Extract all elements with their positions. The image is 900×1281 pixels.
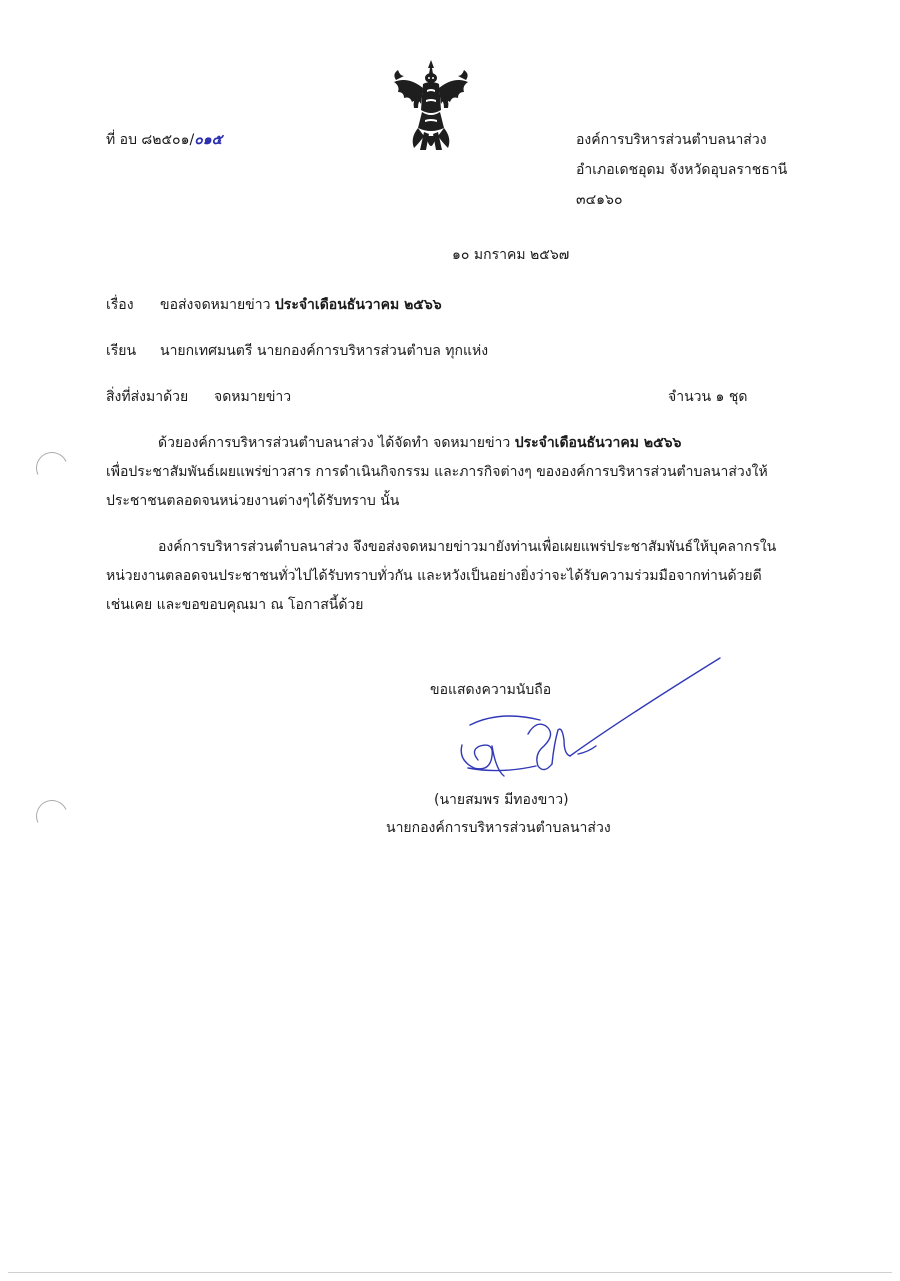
org-district: อำเภอเดชอุดม จังหวัดอุบลราชธานี (576, 162, 788, 178)
subject-bold: ประจำเดือนธันวาคม ๒๕๖๖ (274, 297, 442, 313)
paragraph-1-line-3: ประชาชนตลอดจนหน่วยงานต่างๆได้รับทราบ นั้น (106, 493, 400, 509)
paragraph-1-text: ด้วยองค์การบริหารส่วนตำบลนาส่วง ได้จัดทำ จดหมายข่าว (158, 435, 515, 451)
closing-salutation: ขอแสดงความนับถือ (430, 682, 552, 698)
paragraph-1-line-2: เพื่อประชาสัมพันธ์เผยแพร่ข่าวสาร การดำเนินกิจกรรม และภารกิจต่างๆ ขององค์การบริหารส่วนตำบลนาส่วงให้ (106, 464, 768, 480)
paragraph-1-line-1 (106, 429, 818, 458)
reference-number (106, 130, 222, 150)
recipient-text: นายกเทศมนตรี นายกองค์การบริหารส่วนตำบล ทุกแห่ง (160, 343, 489, 359)
punch-hole-mark (31, 795, 72, 836)
enclosure-quantity: จำนวน ๑ ชุด (668, 389, 748, 405)
paragraph-2-line-1: องค์การบริหารส่วนตำบลนาส่วง จึงขอส่งจดหมายข่าวมายังท่านเพื่อเผยแพร่ประชาสัมพันธ์ให้บุคลากรใน (158, 539, 777, 555)
paragraph-1-bold: ประจำเดือนธันวาคม ๒๕๖๖ (514, 435, 682, 451)
enclosure-label: สิ่งที่ส่งมาด้วย (106, 389, 189, 405)
letter-date: ๑๐ มกราคม ๒๕๖๗ (452, 247, 570, 263)
paragraph-2-line-3: เช่นเคย และขอขอบคุณมา ณ โอกาสนี้ด้วย (106, 597, 364, 613)
enclosure-text: จดหมายข่าว (214, 389, 292, 405)
org-postcode: ๓๔๑๖๐ (576, 192, 623, 208)
body-paragraph-2 (106, 533, 818, 620)
paragraph-2-line-2: หน่วยงานตลอดจนประชาชนทั่วไปได้รับทราบทั่วกัน และหวังเป็นอย่างยิ่งว่าจะได้รับความร่วมมือจากท่านด้วยดี (106, 568, 762, 584)
subject-label: เรื่อง (106, 297, 134, 313)
reference-handwritten: ๐๑๕ (194, 132, 223, 148)
reference-prefix: ที่ อบ ๘๒๕๐๑/ (106, 132, 195, 148)
handwritten-signature (440, 650, 740, 790)
subject-text: ขอส่งจดหมายข่าว (160, 297, 275, 313)
signer-position: นายกองค์การบริหารส่วนตำบลนาส่วง (386, 820, 611, 836)
body-paragraph-1 (106, 429, 818, 516)
subject-line (160, 295, 442, 315)
org-name: องค์การบริหารส่วนตำบลนาส่วง (576, 132, 767, 148)
garuda-emblem-icon (390, 58, 472, 158)
punch-hole-mark (31, 447, 72, 488)
signer-name: (นายสมพร มีทองขาว) (434, 792, 569, 808)
page-bottom-edge (8, 1272, 892, 1273)
recipient-label: เรียน (106, 343, 137, 359)
